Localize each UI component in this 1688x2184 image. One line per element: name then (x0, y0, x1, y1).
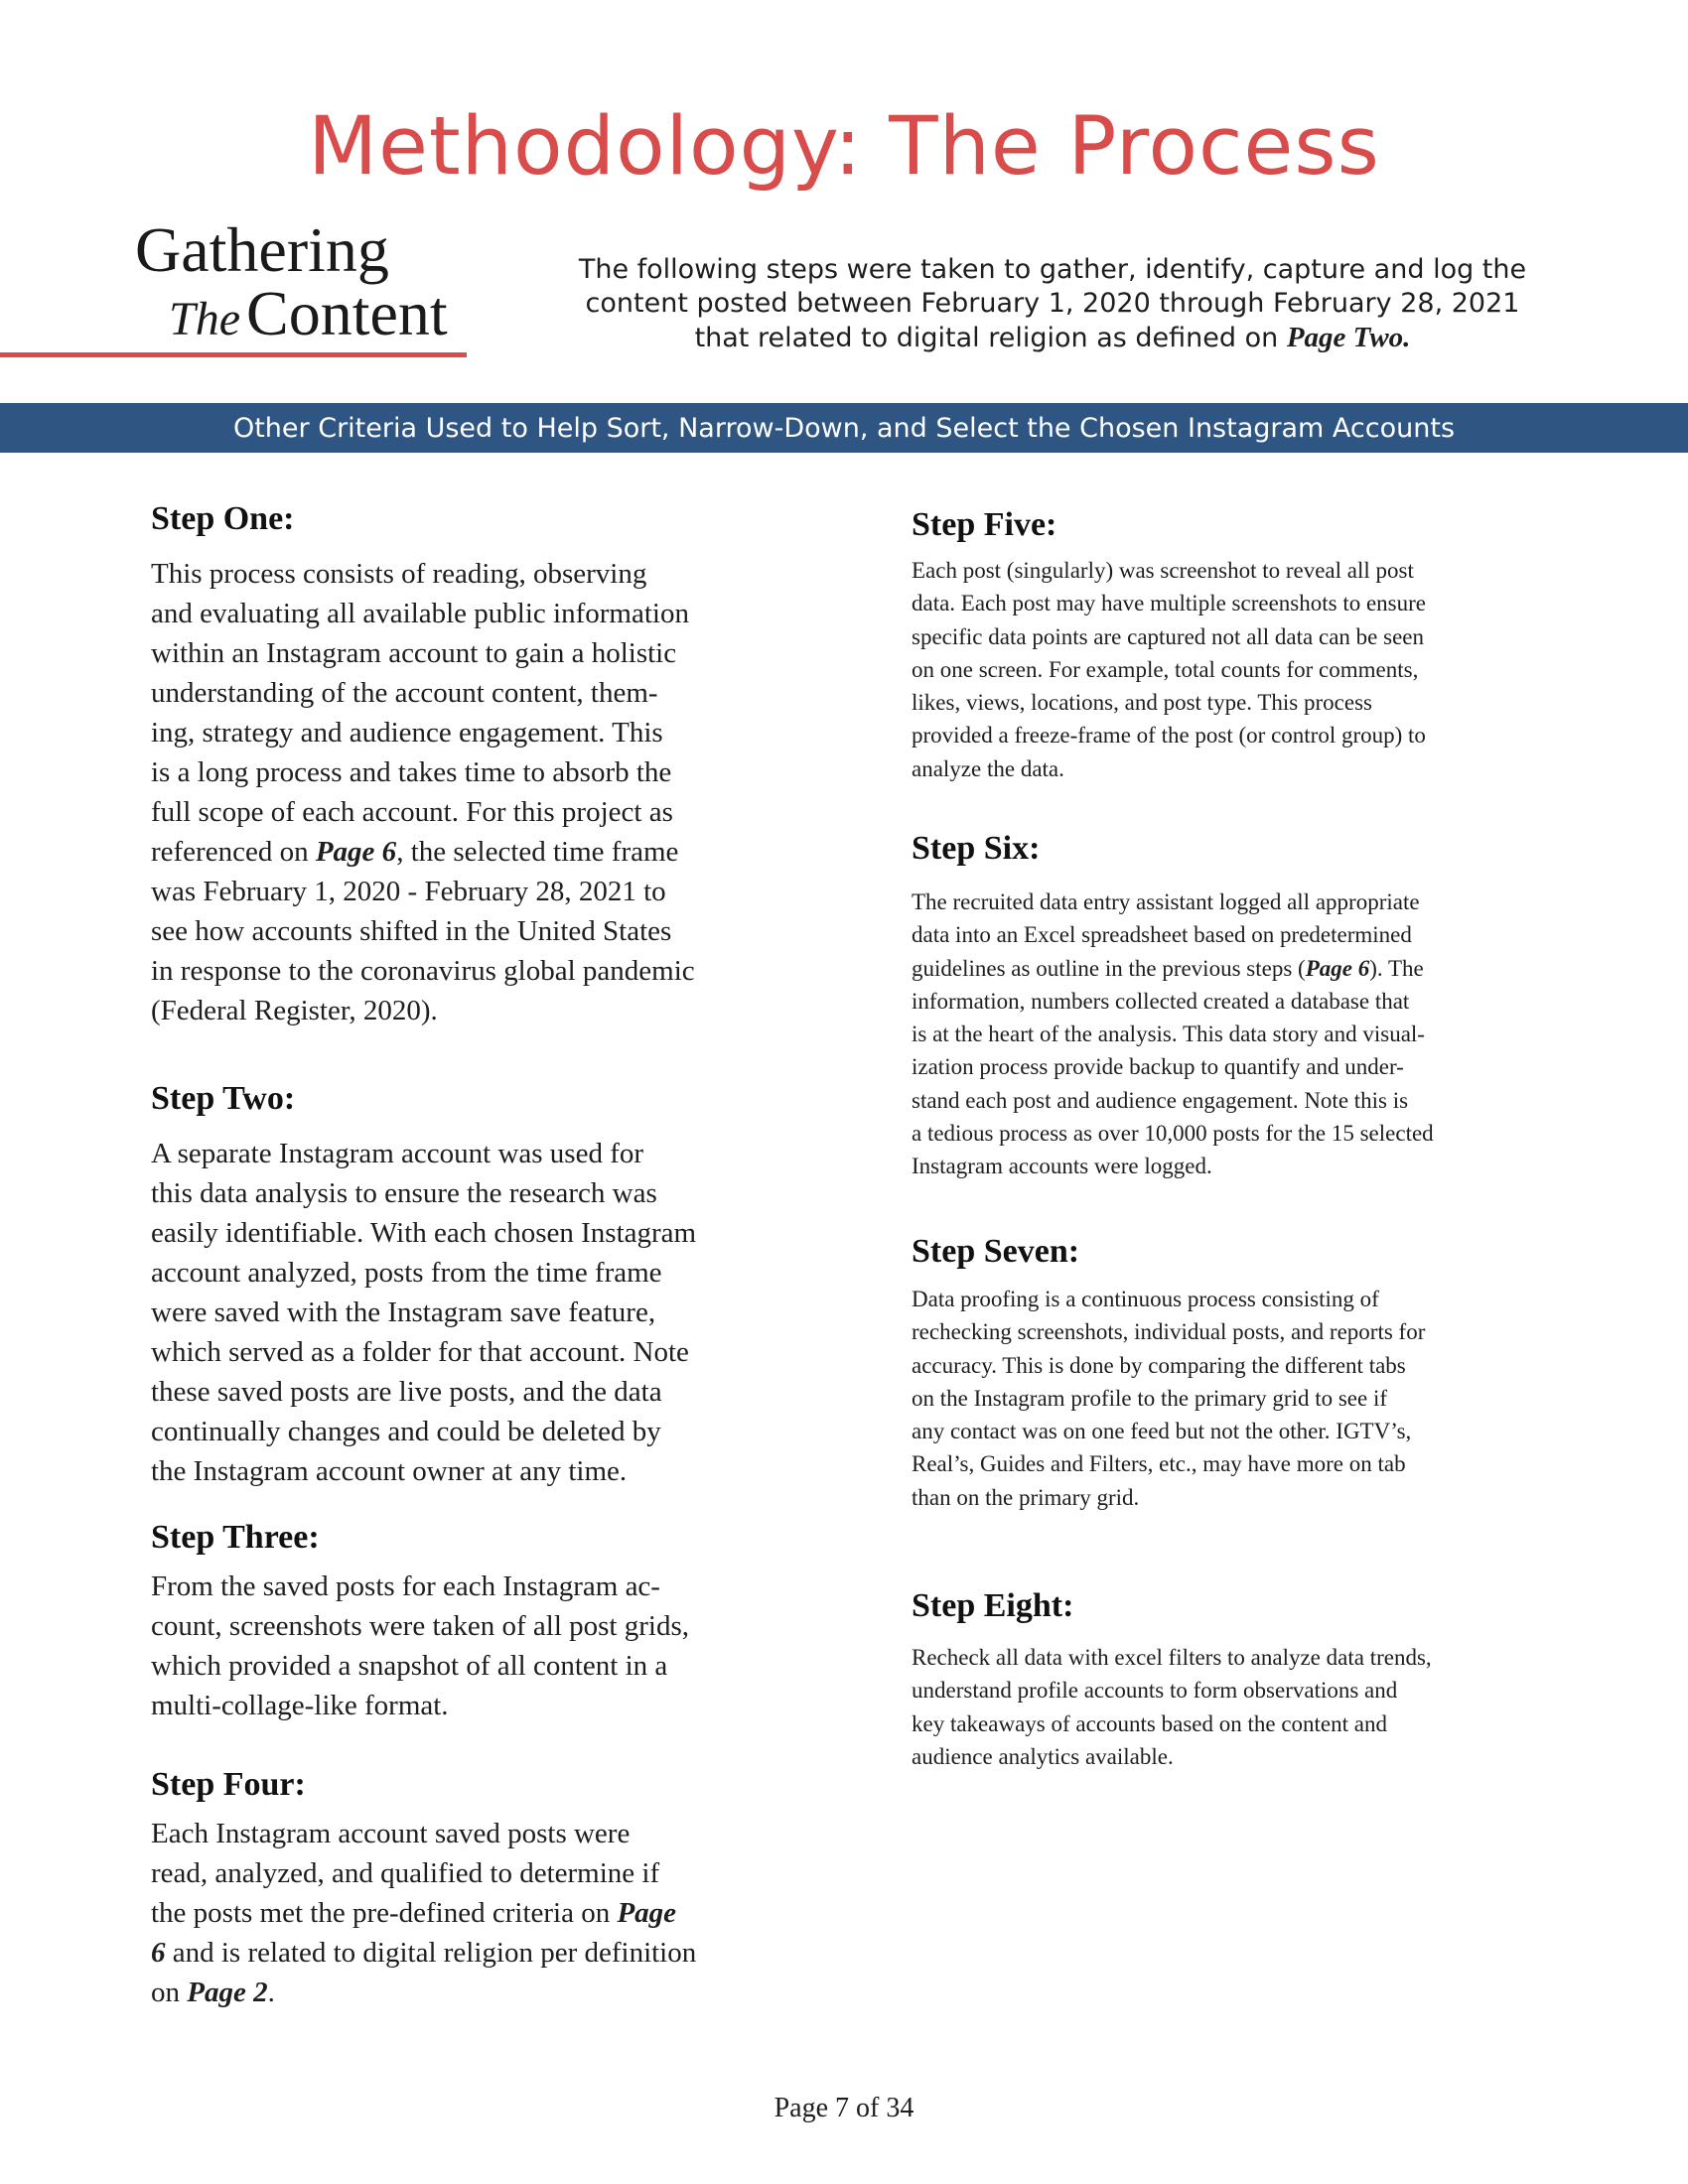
step-three-heading: Step Three: (151, 1519, 320, 1556)
step-four-page-ref-1: Page 6 (151, 1897, 677, 1969)
intro-line-3-text: that related to digital religion as defined on (694, 323, 1287, 353)
step-four (151, 1768, 786, 2012)
step-one (151, 502, 786, 1030)
step-seven-body: Data proofing is a continuous process consisting of rechecking screenshots, individual posts, and reports for accuracy. This is done by comparing the different tabs on the Instagram profile to the primary grid to see if any contact was on one feed but not the other. IGTV’s, Real’s, Guides and Filters, etc., may have more on tab than on the primary grid. (912, 1287, 1426, 1510)
step-one-body (151, 554, 786, 1030)
logo-gathering: Gathering (135, 214, 389, 285)
page-number: Page 7 of 34 (774, 2093, 914, 2123)
gathering-content-logo (135, 216, 463, 350)
intro-line-2: content posted between February 1, 2020 through February 28, 2021 (585, 288, 1520, 319)
step-one-body-b: , the selected time frame was February 1, 2020 - February 28, 2021 to see how accounts shifted in the United States in response to the coronavirus global pandemic (Federal Register, 2020). (151, 836, 695, 1026)
logo-underline (0, 352, 467, 357)
step-three-body: From the saved posts for each Instagram ac- count, screenshots were taken of all post grids, which provided a snapshot of all content in a multi-collage-like format. (151, 1570, 689, 1721)
step-four-body-c: . (267, 1977, 275, 2008)
step-four-body-a: Each Instagram account saved posts were read, analyzed, and qualified to determine if the posts met the pre-defined criteria on (151, 1818, 660, 1929)
step-five (912, 508, 1567, 785)
intro-text (556, 253, 1549, 355)
step-one-page-ref: Page 6 (315, 836, 397, 868)
step-six-body-b: ). The information, numbers collected created a database that is at the heart of the analysis. This data story and visual- ization process provide backup to quantify and under- stand each post and audience engagement. Note this is a tedious process as over 10,000 posts for the 15 selected Instagram accounts were logged. (912, 955, 1434, 1179)
page-title: Methodology: The Process (308, 100, 1380, 194)
step-six-body-a: The recruited data entry assistant logged all appropriate data into an Excel spreadsheet based on predetermined guidelines as outline in the previous steps ( (912, 889, 1420, 981)
step-three (151, 1521, 786, 1725)
step-eight-heading: Step Eight: (912, 1587, 1074, 1624)
intro-line-3 (556, 321, 1549, 355)
step-four-body (151, 1814, 786, 2012)
step-four-heading: Step Four: (151, 1766, 306, 1803)
intro-page-link: Page Two. (1286, 322, 1411, 353)
step-two (151, 1082, 786, 1491)
step-eight (912, 1589, 1567, 1773)
logo-the-content (169, 278, 448, 348)
step-one-body-a: This process consists of reading, observing and evaluating all available public information within an Instagram account to gain a holistic understanding of the account content, them- ing, strategy and audience engagement. This is a long process and takes time to absorb the full scope of each account. For this project as referenced on (151, 558, 689, 868)
intro-line-1: The following steps were taken to gather, identify, capture and log the (578, 254, 1527, 285)
step-seven (912, 1235, 1567, 1514)
step-six-heading: Step Six: (912, 830, 1041, 867)
step-one-heading: Step One: (151, 500, 295, 537)
criteria-banner: Other Criteria Used to Help Sort, Narrow-Down, and Select the Chosen Instagram Accounts (0, 403, 1688, 453)
step-eight-body: Recheck all data with excel filters to analyze data trends, understand profile accounts to form observations and key takeaways of accounts based on the content and audience analytics available. (912, 1645, 1432, 1769)
logo-the: The (169, 293, 240, 345)
logo-content: Content (246, 278, 448, 348)
step-five-body: Each post (singularly) was screenshot to reveal all post data. Each post may have multiple screenshots to ensure specific data points are captured not all data can be seen on one screen. For example, total counts for comments, likes, views, locations, and post type. This process provided a freeze-frame of the post (or control group) to analyze the data. (912, 558, 1426, 781)
step-five-heading: Step Five: (912, 506, 1057, 543)
step-seven-heading: Step Seven: (912, 1233, 1080, 1270)
step-six-body (912, 886, 1567, 1183)
step-two-body: A separate Instagram account was used for this data analysis to ensure the research was easily identifiable. With each chosen Instagram account analyzed, posts from the time frame were saved with the Instagram save feature, which served as a folder for that account. Note these saved posts are live posts, and the data continually changes and could be deleted by the Instagram account owner at any time. (151, 1138, 697, 1487)
step-four-page-ref-2: Page 2 (187, 1977, 268, 2008)
step-four-body-b: and is related to digital religion per definition on (151, 1937, 697, 2008)
step-two-heading: Step Two: (151, 1080, 296, 1117)
step-six-page-ref: Page 6 (1305, 955, 1370, 981)
step-six (912, 832, 1567, 1183)
